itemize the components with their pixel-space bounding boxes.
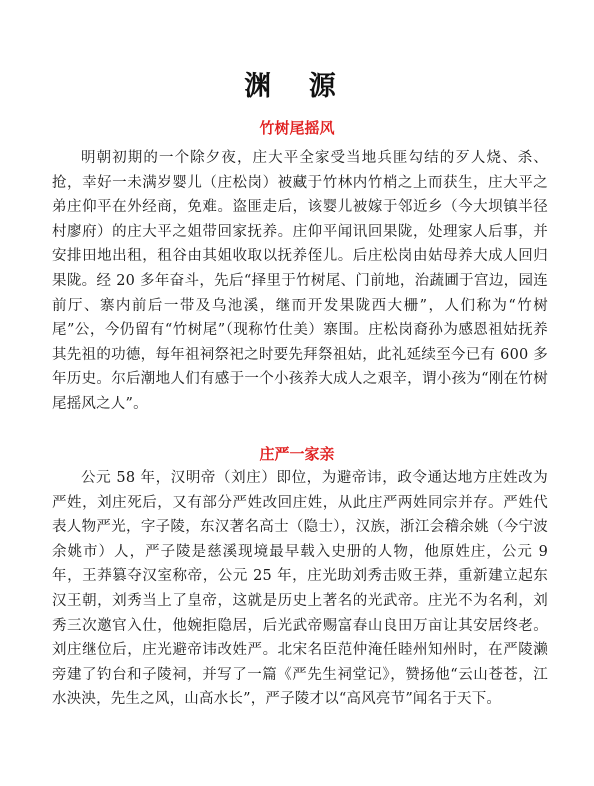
section-heading-zhushuwei: 竹树尾摇风 <box>259 119 335 137</box>
section-paragraph-zhuangyan: 公元 58 年，汉明帝（刘庄）即位，为避帝讳，政令通达地方庄姓改为严姓，刘庄死后，又有部分严姓改回庄姓，从此庄严两姓同宗并存。严姓代表人物严光，字子陵，东汉著名高士（隐士），汉族，浙江会稽余姚（今宁波余姚市）人，严子陵是慈溪现境最早载入史册的人物，他原姓庄，公元 9 年，王莽篡夺汉室称帝，公元 25 年，庄光助刘秀击败王莽，重新建立起东汉王朝，刘秀当上了皇帝，这就是历史上著名的光武帝。庄光不为名利，刘秀三次邀官入仕，他婉拒隐居，后光武帝赐富春山良田万亩让其安居终老。刘庄继位后，庄光避帝讳改姓严。北宋名臣范仲淹任睦州知州时，在严陵濑旁建了钓台和子陵祠，并写了一篇《严先生祠堂记》，赞扬他“云山苍苍，江水泱泱，先生之风，山高水长”，严子陵才以“高风亮节”闻名于天下。 <box>52 470 548 708</box>
section-heading-zhuangyan: 庄严一家亲 <box>259 445 335 463</box>
page-title: 渊 源 <box>244 71 350 102</box>
section-paragraph-zhushuwei: 明朝初期的一个除夕夜，庄大平全家受当地兵匪勾结的歹人烧、杀、抢，幸好一未满岁婴儿（庄松岗）被藏于竹林内竹梢之上而获生，庄大平之弟庄仰平在外经商，免难。盗匪走后，该婴儿被嫁于邻近乡（今大坝镇半径村廖府）的庄大平之姐带回家抚养。庄仰平闻讯回果陇，处理家人后事，并安排田地出租，租谷由其姐收取以抚养侄儿。后庄松岗由姑母养大成人回归果陇。经 20 多年奋斗，先后“择里于竹树尾、门前地，治蔬圃于宫边，园连前厅、寨内前后一带及乌池溪，继而开发果陇西大栅”，人们称为“竹树尾”公，今仍留有“竹树尾”（现称竹仕美）寨围。庄松岗裔孙为感恩祖姑抚养其先祖的功德，每年祖祠祭祀之时要先拜祭祖姑，此礼延续至今已有 600 多年历史。尔后潮地人们有感于一个小孩养大成人之艰辛，谓小孩为“刚在竹树尾摇风之人”。 <box>52 150 548 412</box>
